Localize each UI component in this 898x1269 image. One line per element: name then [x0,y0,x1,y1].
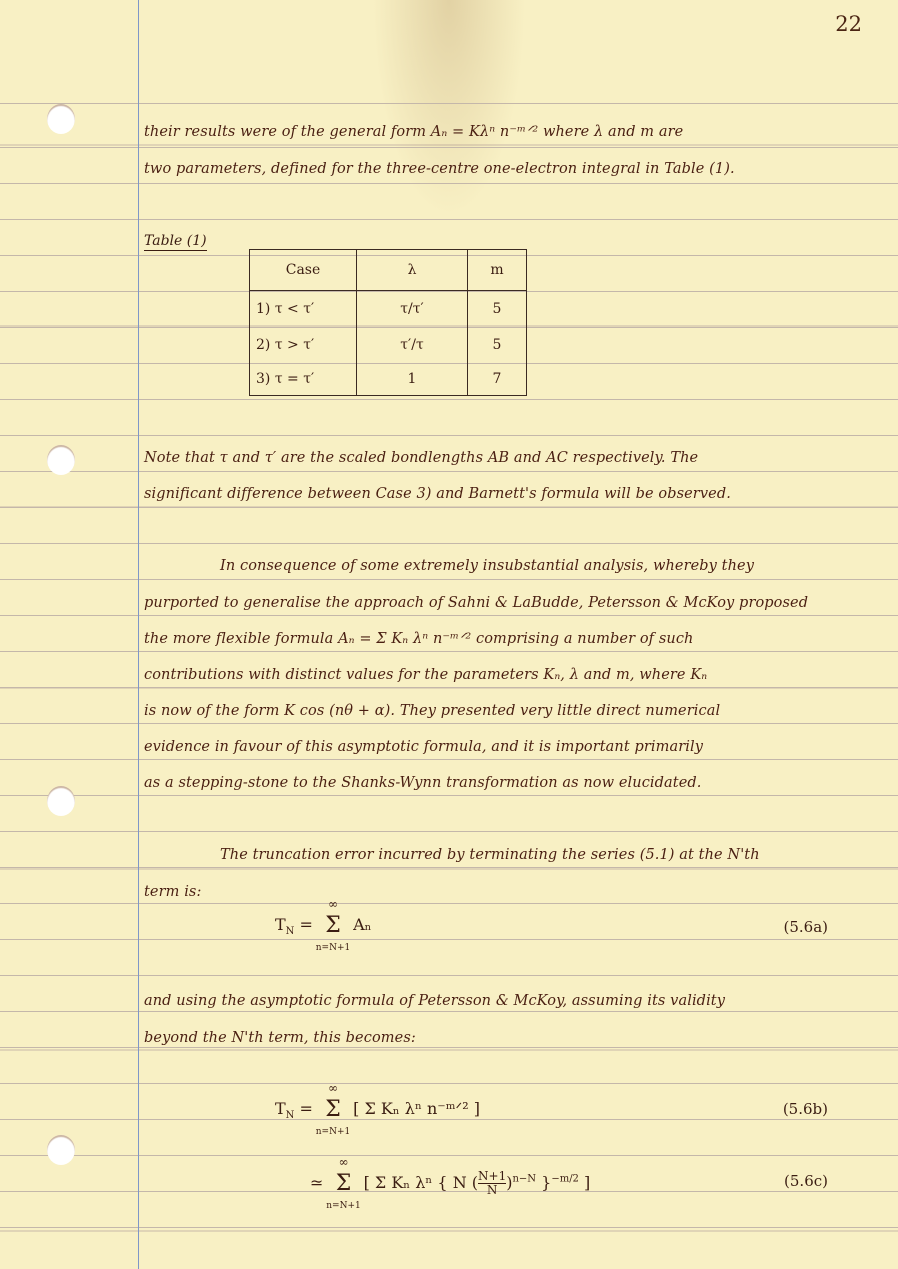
equation-label: (5.6c) [784,1172,828,1190]
text-line: purported to generalise the approach of Sahni & LaBudde, Petersson & McKoy proposed [144,595,809,611]
punch-hole [47,104,75,134]
equation-5-6a [275,897,372,953]
summation: ∞ Σ n=N+1 [318,913,348,938]
eq-lhs-sub: N [285,926,295,938]
eq-equals: = [299,1099,313,1118]
ruled-line [0,1083,898,1084]
ruled-line [0,471,898,472]
header-case: Case [250,250,357,291]
table-header-row [250,250,527,291]
eq-lhs: T [275,1099,286,1118]
table-row [250,291,527,328]
ruled-line [0,1047,898,1048]
sum-lower: n=N+1 [315,943,351,953]
equation-5-6b [275,1081,481,1137]
table-row [250,363,527,396]
cell-m: 5 [468,291,527,328]
punch-hole [47,1135,75,1165]
eq-body-open: [ Σ Kₙ λⁿ { N ( [363,1173,479,1192]
cell-case: 2) τ > τ′ [250,327,357,363]
text-line: In consequence of some extremely insubstantial analysis, whereby they [220,558,755,574]
punch-hole [47,445,75,475]
sum-upper: ∞ [338,1155,349,1169]
cell-case: 1) τ < τ′ [250,291,357,328]
text-line: their results were of the general form Aₙ = Kλⁿ n⁻ᵐᐟ² where λ and m are [144,124,684,140]
ruled-line [0,939,898,940]
cell-lambda: τ/τ′ [357,291,468,328]
text-line: significant difference between Case 3) and Barnett's formula will be observed. [144,486,731,502]
eq-body: [ Σ Kₙ λⁿ n⁻ᵐᐟ² ] [353,1099,481,1118]
ruled-line [0,687,898,688]
text-line: contributions with distinct values for the parameters Kₙ, λ and m, where Kₙ [144,667,708,683]
text-line: term is: [144,884,202,900]
header-lambda: λ [357,250,468,291]
outer-exponent: −m/2 [551,1173,579,1185]
ruled-line [0,507,898,508]
cell-lambda: τ′/τ [357,327,468,363]
text-line: The truncation error incurred by terminating the series (5.1) at the N'th [220,847,760,863]
ruled-line [0,579,898,580]
frac-num: N+1 [478,1169,507,1183]
eq-equals: ≃ [310,1173,324,1192]
text-line: Note that τ and τ′ are the scaled bondlengths AB and AC respectively. The [144,450,699,466]
ruled-line [0,543,898,544]
ruled-line [0,903,898,904]
cell-m: 5 [468,327,527,363]
sum-lower: n=N+1 [326,1201,361,1211]
equation-label: (5.6b) [782,1100,828,1118]
frac-den: N [486,1183,498,1197]
ruled-line [0,723,898,724]
equation-label: (5.6a) [783,918,828,936]
ruled-line [0,399,898,400]
ruled-line [0,103,898,104]
ruled-line [0,1011,898,1012]
parameters-table [249,249,527,396]
ruled-line [0,975,898,976]
ruled-line [0,651,898,652]
sum-upper: ∞ [328,897,339,911]
ruled-line [0,219,898,220]
eq-lhs: T [275,915,286,934]
inner-exponent: n−N [512,1173,537,1185]
equation-5-6c: ≃ ∞ Σ n=N+1 [ Σ Kₙ λⁿ { N ( $\frac{N+1}{N}$ )$^{n-N}$ }$^{-m/2}$ ] [310,1155,591,1211]
margin-line [138,0,139,1269]
ruled-line [0,831,898,832]
ruled-line [0,147,898,148]
text-line: is now of the form K cos (nθ + α). They presented very little direct numerical [144,703,721,719]
cell-case: 3) τ = τ′ [250,363,357,396]
ruled-line [0,867,898,868]
ruled-line [0,759,898,760]
fraction [478,1170,506,1197]
eq-equals: = [299,915,313,934]
eq-body: Aₙ [353,915,372,934]
table-row [250,327,527,363]
table-caption: Table (1) [144,233,207,249]
text-line: the more flexible formula Aₙ = Σ Kₙ λⁿ n⁻ᵐᐟ² comprising a number of such [144,631,694,647]
ruled-line [0,435,898,436]
ruled-line [0,795,898,796]
ruled-line [0,1227,898,1228]
page-number: 22 [835,12,862,36]
text-line: evidence in favour of this asymptotic formula, and it is important primarily [144,739,704,755]
text-line: as a stepping-stone to the Shanks-Wynn transformation as now elucidated. [144,775,702,791]
ruled-line [0,615,898,616]
text-line: beyond the N'th term, this becomes: [144,1030,416,1046]
ruled-line [0,183,898,184]
ruled-line [0,1155,898,1156]
text-line: and using the asymptotic formula of Petersson & McKoy, assuming its validity [144,993,726,1009]
summation: ∞ Σ n=N+1 [318,1097,348,1122]
text-line: two parameters, defined for the three-centre one-electron integral in Table (1). [144,161,735,177]
header-m: m [468,250,527,291]
sum-upper: ∞ [328,1081,339,1095]
summation: ∞ Σ n=N+1 [329,1171,359,1196]
cell-m: 7 [468,363,527,396]
sum-lower: n=N+1 [315,1127,351,1137]
cell-lambda: 1 [357,363,468,396]
punch-hole [47,786,75,816]
eq-lhs-sub: N [285,1110,295,1122]
